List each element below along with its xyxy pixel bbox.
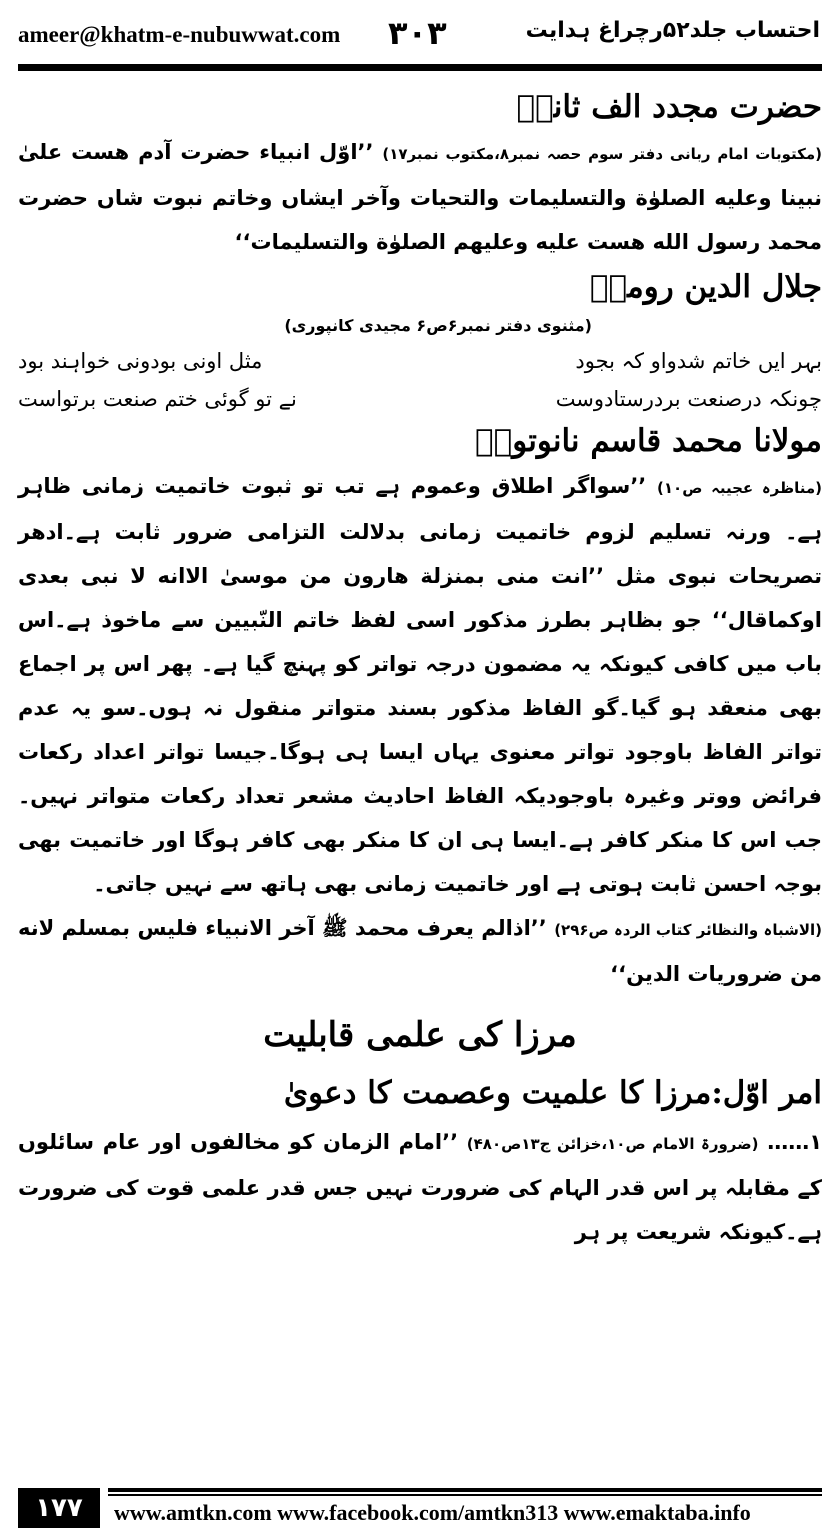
header-book-title: احتساب جلد۵۲رچراغ ہدایت (525, 18, 820, 43)
chapter-subtitle: امر اوّل:مرزا کا علمیت وعصمت کا دعویٰ (283, 1075, 822, 1111)
footer-page-number: ۱۷۷ (18, 1488, 100, 1528)
verse-hemistich: چونکہ درصنعت بردرستادوست (555, 387, 822, 411)
verse-hemistich: بہر ایں خاتم شدواو کہ بجود (575, 349, 822, 373)
page-header (0, 0, 840, 60)
verse-line (18, 342, 822, 380)
chapter-source: (ضرورۃ الامام ص۱۰،خزائن ج۱۳ص۴۸۰) (466, 1135, 759, 1153)
verse-line (18, 380, 822, 418)
section-heading: حضرت مجدد الف ثانیؒ (516, 89, 822, 125)
verse-hemistich: مثل اونی بودونی خواہند بود (18, 349, 263, 373)
header-rule (18, 64, 822, 71)
section-source: (مثنوی دفتر نمبر۶ص۶ مجیدی کانپوری) (284, 316, 592, 335)
page-footer (18, 1488, 822, 1528)
chapter-paragraph (18, 1120, 822, 1254)
section-paragraph (18, 464, 822, 906)
section-text: ’’اوّل انبیاء حضرت آدم هست علیٰ نبینا وعلیه الصلوٰة والتسلیمات والتحیات وآخر ایشاں وخاتم نبوت شاں حضرت محمد رسول الله هست علیه وعلیهم الصلوٰة والتسلیمات‘‘ (18, 140, 822, 254)
section-paragraph (18, 906, 822, 996)
section-heading: جلال الدین رومیؒ (589, 269, 822, 305)
section-source: (الاشباہ والنظائر کتاب الردہ ص۲۹۶) (554, 921, 823, 939)
section-source: (مناظرہ عجیبہ ص۱۰) (657, 479, 822, 497)
verse-hemistich: نے تو گوئی ختم صنعت برتواست (18, 387, 297, 411)
header-email: ameer@khatm-e-nubuwwat.com (18, 22, 341, 47)
header-page-number: ۳۰۳ (388, 14, 447, 52)
section-heading: مولانا محمد قاسم نانوتویؒ (475, 423, 822, 459)
item-marker: ۱…… (767, 1130, 823, 1154)
page-body (18, 84, 822, 1469)
chapter-text: ’’امام الزمان کو مخالفوں اور عام سائلوں کے مقابلہ پر اس قدر الہام کی ضرورت نہیں جس قدر علمی قوت کی ضرورت ہے۔کیونکہ شریعت پر ہر (18, 1130, 822, 1244)
section-text: ’’اذالم یعرف محمد ﷺ آخر الانبیاء فلیس بمسلم لانه من ضروریات الدین‘‘ (18, 916, 822, 986)
section-paragraph (18, 130, 822, 264)
chapter-title: مرزا کی علمی قابلیت (263, 1015, 577, 1055)
footer-urls: www.amtkn.com www.facebook.com/amtkn313 www.emaktaba.info (114, 1500, 751, 1525)
footer-rule (108, 1488, 822, 1498)
section-source: (مکتوبات امام ربانی دفتر سوم حصہ نمبر۸،مکتوب نمبر۱۷) (382, 145, 822, 163)
section-text: ’’سواگر اطلاق وعموم ہے تب تو ثبوت خاتمیت زمانی ظاہر ہے۔ ورنہ تسلیم لزوم خاتمیت زمانی بدلالت التزامی ضرور ثابت ہے۔ادھر تصریحات نبوی مثل ’’انت منی بمنزلة هارون من موسیٰ الاانه لا نبی بعدی اوکماقال‘‘ جو بظاہر بطرز مذکور اسی لفظ خاتم النّبیین سے ماخوذ ہے۔اس باب میں کافی کیونکہ یہ مضمون درجہ تواتر کو پہنچ گیا ہے۔ پھر اس پر اجماع بھی منعقد ہو گیا۔گو الفاظ مذکور بسند متواتر منقول نہ ہوں۔سو یہ عدم تواتر الفاظ باوجود تواتر معنوی یہاں ایسا ہی ہوگا۔جیسا تواتر اعداد رکعات فرائض ووتر وغیرہ باوجودیکہ الفاظ احادیث مشعر تعداد رکعات متواتر نہیں۔جب اس کا منکر کافر ہے۔ایسا ہی ان کا منکر بھی کافر ہوگا اور خاتمیت بھی بوجہ احسن ثابت ہوتی ہے اور خاتمیت زمانی بھی ہاتھ سے نہیں جاتی۔ (18, 474, 822, 896)
